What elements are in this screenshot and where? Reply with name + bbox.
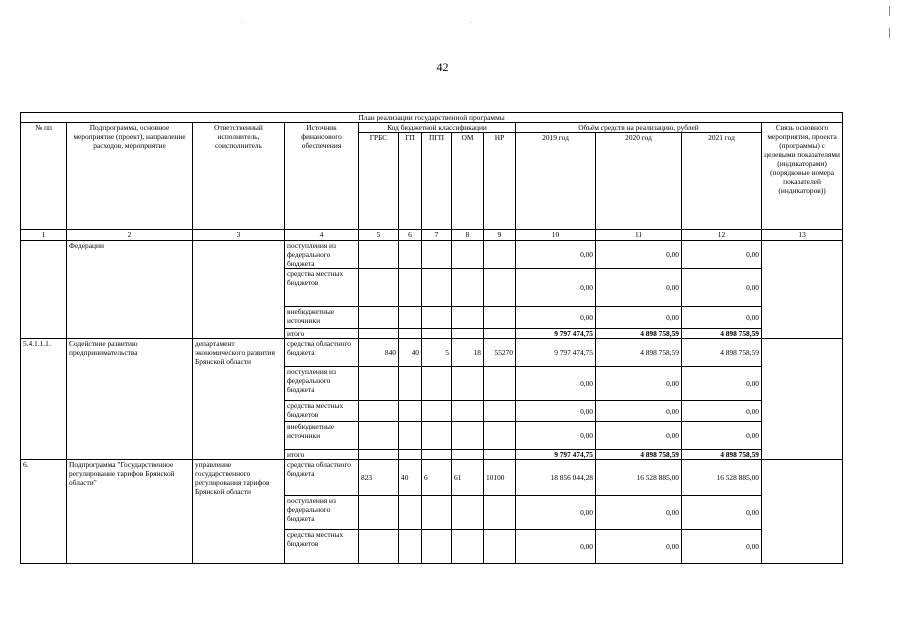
row-source: поступления из федерального бюджета <box>285 241 359 269</box>
code-grbs: 823 <box>359 460 399 496</box>
header-gp: ГП <box>399 133 422 230</box>
amount-2021: 0,00 <box>682 269 762 307</box>
code-om: 61 <box>452 460 484 496</box>
amount-2020: 0,00 <box>596 269 682 307</box>
row-link <box>762 460 843 564</box>
amount-2020: 0,00 <box>596 401 682 422</box>
amount-2021: 0,00 <box>682 401 762 422</box>
header-grbs: ГРБС <box>359 133 399 230</box>
scan-edge-mark <box>889 6 890 16</box>
table-row <box>21 460 843 496</box>
column-number: 3 <box>193 230 285 241</box>
amount-2021: 0,00 <box>682 367 762 401</box>
amount-2021: 4 898 758,59 <box>682 450 762 460</box>
amount-2019: 9 797 474,75 <box>516 329 596 339</box>
amount-2020: 16 528 885,00 <box>596 460 682 496</box>
header-link: Связь основного мероприятия, проекта (программы) с целевыми показателями (индикаторами) (порядковые номера показателей (индикаторов)) <box>762 123 843 230</box>
table-row <box>21 241 843 269</box>
header-2019: 2019 год <box>516 133 596 230</box>
code-pgp: 6 <box>422 460 452 496</box>
code-om: 18 <box>452 339 484 367</box>
amount-2020: 4 898 758,59 <box>596 339 682 367</box>
code-gp: 40 <box>399 460 422 496</box>
amount-2020: 0,00 <box>596 241 682 269</box>
row-source: средства областного бюджета <box>285 339 359 367</box>
amount-2021: 4 898 758,59 <box>682 329 762 339</box>
amount-2019: 9 797 474,75 <box>516 450 596 460</box>
header-nr: НР <box>484 133 516 230</box>
row-source: средства местных бюджетов <box>285 269 359 307</box>
amount-2021: 0,00 <box>682 496 762 530</box>
header-source: Источник финансового обеспечения <box>285 123 359 230</box>
page-number: 42 <box>436 60 449 74</box>
header-2021: 2021 год <box>682 133 762 230</box>
column-number: 13 <box>762 230 843 241</box>
amount-2019: 9 797 474,75 <box>516 339 596 367</box>
amount-2019: 0,00 <box>516 269 596 307</box>
row-subprogram: Подпрограмма "Государственное регулирование тарифов Брянской области" <box>67 460 193 564</box>
scan-edge-mark <box>889 28 890 38</box>
amount-2019: 0,00 <box>516 401 596 422</box>
amount-2019: 0,00 <box>516 241 596 269</box>
row-source: внебюджетные источники <box>285 307 359 329</box>
row-link <box>762 241 843 339</box>
row-source: поступления из федерального бюджета <box>285 367 359 401</box>
column-number: 1 <box>21 230 67 241</box>
row-num: 6. <box>21 460 67 564</box>
code-nr: 10100 <box>484 460 516 496</box>
row-num <box>21 241 67 339</box>
amount-2021: 0,00 <box>682 241 762 269</box>
amount-2019: 0,00 <box>516 367 596 401</box>
column-number: 9 <box>484 230 516 241</box>
amount-2019: 0,00 <box>516 530 596 564</box>
row-source: итого <box>285 329 359 339</box>
amount-2019: 0,00 <box>516 496 596 530</box>
amount-2020: 0,00 <box>596 530 682 564</box>
column-number: 2 <box>67 230 193 241</box>
header-budget-code: Код бюджетной классификации <box>359 123 516 133</box>
column-number: 8 <box>452 230 484 241</box>
amount-2019: 0,00 <box>516 422 596 450</box>
column-number: 5 <box>359 230 399 241</box>
row-source: внебюджетные источники <box>285 422 359 450</box>
row-source: средства местных бюджетов <box>285 401 359 422</box>
amount-2021: 0,00 <box>682 307 762 329</box>
code-nr: 55270 <box>484 339 516 367</box>
row-source: средства местных бюджетов <box>285 530 359 564</box>
amount-2020: 0,00 <box>596 367 682 401</box>
row-num: 5.4.1.1.1. <box>21 339 67 460</box>
scan-speck <box>242 22 243 23</box>
amount-2020: 0,00 <box>596 496 682 530</box>
amount-2021: 0,00 <box>682 422 762 450</box>
program-plan-table <box>20 112 843 564</box>
amount-2020: 0,00 <box>596 422 682 450</box>
row-subprogram: Содействие развитию предпринимательства <box>67 339 193 460</box>
column-number-row <box>21 230 843 241</box>
table-row <box>21 339 843 367</box>
table-title: План реализации государственной программы <box>21 113 843 123</box>
amount-2019: 18 856 044,28 <box>516 460 596 496</box>
column-number: 11 <box>596 230 682 241</box>
amount-2019: 0,00 <box>516 307 596 329</box>
header-executor: Ответственный исполнитель, соисполнитель <box>193 123 285 230</box>
row-executor: управление государственного регулирования тарифов Брянской области <box>193 460 285 564</box>
row-source: средства областного бюджета <box>285 460 359 496</box>
header-amount: Объём средств на реализацию, рублей <box>516 123 762 133</box>
column-number: 10 <box>516 230 596 241</box>
code-pgp: 5 <box>422 339 452 367</box>
scan-speck <box>470 22 471 23</box>
header-subprogram: Подпрограмма, основное мероприятие (проект), направление расходов, мероприятие <box>67 123 193 230</box>
row-executor <box>193 241 285 339</box>
row-source: итого <box>285 450 359 460</box>
amount-2020: 0,00 <box>596 307 682 329</box>
header-om: ОМ <box>452 133 484 230</box>
amount-2020: 4 898 758,59 <box>596 329 682 339</box>
column-number: 7 <box>422 230 452 241</box>
code-gp: 40 <box>399 339 422 367</box>
column-number: 6 <box>399 230 422 241</box>
column-number: 12 <box>682 230 762 241</box>
row-source: поступления из федерального бюджета <box>285 496 359 530</box>
row-link <box>762 339 843 460</box>
column-number: 4 <box>285 230 359 241</box>
code-grbs: 840 <box>359 339 399 367</box>
header-pgp: ПГП <box>422 133 452 230</box>
header-2020: 2020 год <box>596 133 682 230</box>
amount-2021: 16 528 885,00 <box>682 460 762 496</box>
amount-2020: 4 898 758,59 <box>596 450 682 460</box>
row-executor: департамент экономического развития Брянской области <box>193 339 285 460</box>
header-num: № пп <box>21 123 67 230</box>
amount-2021: 4 898 758,59 <box>682 339 762 367</box>
row-subprogram: Федерации <box>67 241 193 339</box>
amount-2021: 0,00 <box>682 530 762 564</box>
